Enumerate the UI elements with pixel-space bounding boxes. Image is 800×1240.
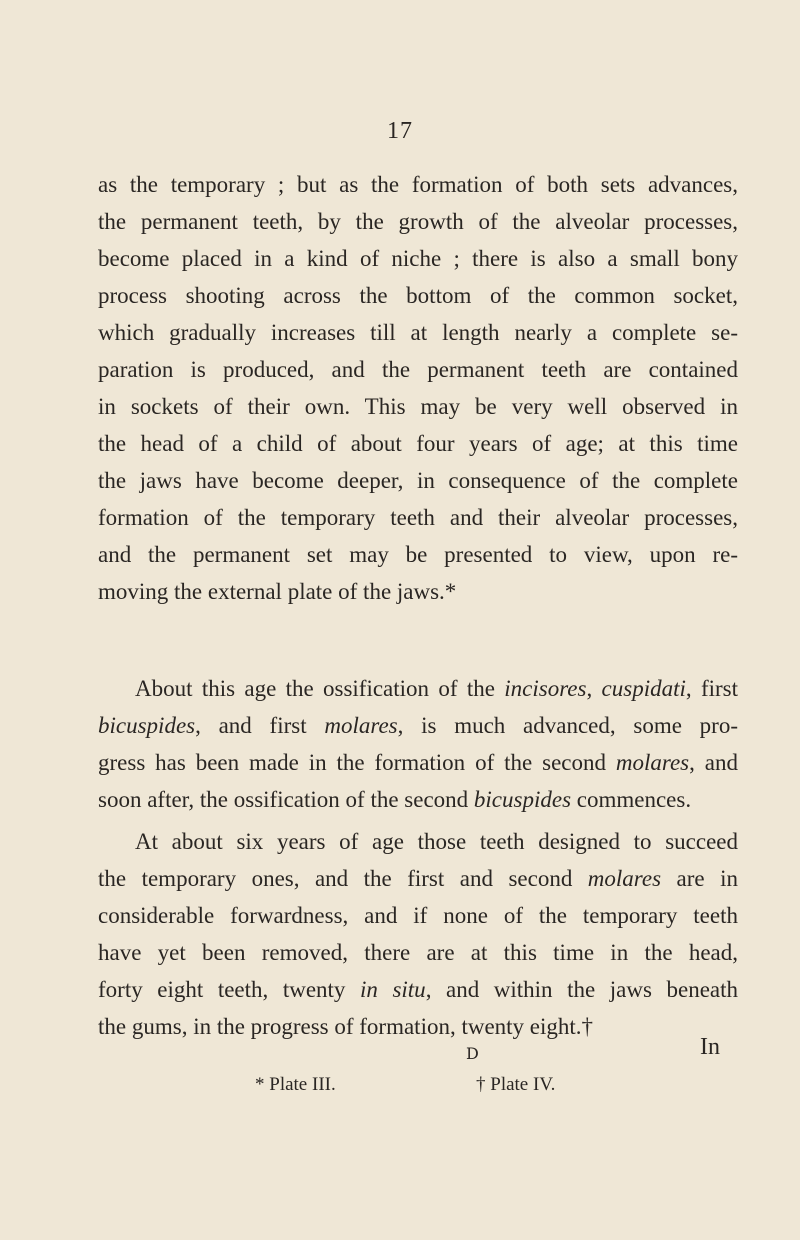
text-line: as the temporary ; but as the formation of both sets advances, xyxy=(98,172,738,197)
text-line xyxy=(98,744,738,781)
text-run: , is much advanced, some pro- xyxy=(397,713,738,738)
signature-mark: D xyxy=(466,1044,479,1063)
italic-term: molares xyxy=(587,866,662,891)
text-run: , first xyxy=(685,676,739,701)
text-run: commences. xyxy=(571,787,692,812)
italic-term: molares xyxy=(324,713,398,738)
text-line: the permanent teeth, by the growth of the alveolar processes, xyxy=(98,209,738,234)
italic-term: bicuspides xyxy=(98,713,196,738)
text-run: gress has been made in the formation of the second xyxy=(98,750,616,775)
text-run: soon after, the ossification of the second xyxy=(98,787,474,812)
text-line xyxy=(98,670,738,707)
page-number: 17 xyxy=(387,118,413,144)
text-line: and the permanent set may be presented to view, upon re- xyxy=(98,542,738,567)
catchword: In xyxy=(700,1034,720,1060)
text-line: moving the external plate of the jaws.* xyxy=(98,579,457,604)
paragraph-3 xyxy=(98,823,738,1045)
paragraph-1 xyxy=(98,166,738,610)
text-line: paration is produced, and the permanent teeth are contained xyxy=(98,357,738,382)
text-line: process shooting across the bottom of the common socket, xyxy=(98,283,738,308)
text-line xyxy=(98,781,738,818)
text-line: At about six years of age those teeth designed to succeed xyxy=(135,829,738,854)
text-line: which gradually increases till at length nearly a complete se- xyxy=(98,320,738,345)
text-line: have yet been removed, there are at this time in the head, xyxy=(98,940,738,965)
text-line: the jaws have become deeper, in consequence of the complete xyxy=(98,468,738,493)
text-line: become placed in a kind of niche ; there is also a small bony xyxy=(98,246,738,271)
text-line: considerable forwardness, and if none of the temporary teeth xyxy=(98,903,738,928)
text-line: the gums, in the progress of formation, twenty eight.† xyxy=(98,1014,594,1039)
paragraph-2 xyxy=(98,670,738,818)
text-run: , xyxy=(586,676,602,701)
text-run: forty eight teeth, twenty xyxy=(98,977,360,1002)
text-run: About this age the ossification of the xyxy=(135,676,505,701)
text-line xyxy=(98,707,738,744)
italic-term: bicuspides xyxy=(473,787,572,812)
italic-term: in situ xyxy=(360,977,426,1002)
text-run: , and first xyxy=(195,713,325,738)
text-run: the temporary ones, and the first and second xyxy=(98,866,588,891)
text-run: , and within the jaws beneath xyxy=(425,977,739,1002)
text-line xyxy=(98,971,738,1008)
italic-term: cuspidati xyxy=(601,676,686,701)
text-line xyxy=(98,860,738,897)
footnote: † Plate IV. xyxy=(476,1074,556,1095)
italic-term: incisores xyxy=(504,676,587,701)
text-line: in sockets of their own. This may be very well observed in xyxy=(98,394,738,419)
text-line: formation of the temporary teeth and their alveolar processes, xyxy=(98,505,738,530)
text-line: the head of a child of about four years of age; at this time xyxy=(98,431,738,456)
footnote: * Plate III. xyxy=(255,1074,336,1095)
text-run: are in xyxy=(661,866,738,891)
text-run: , and xyxy=(689,750,738,775)
italic-term: molares xyxy=(615,750,690,775)
